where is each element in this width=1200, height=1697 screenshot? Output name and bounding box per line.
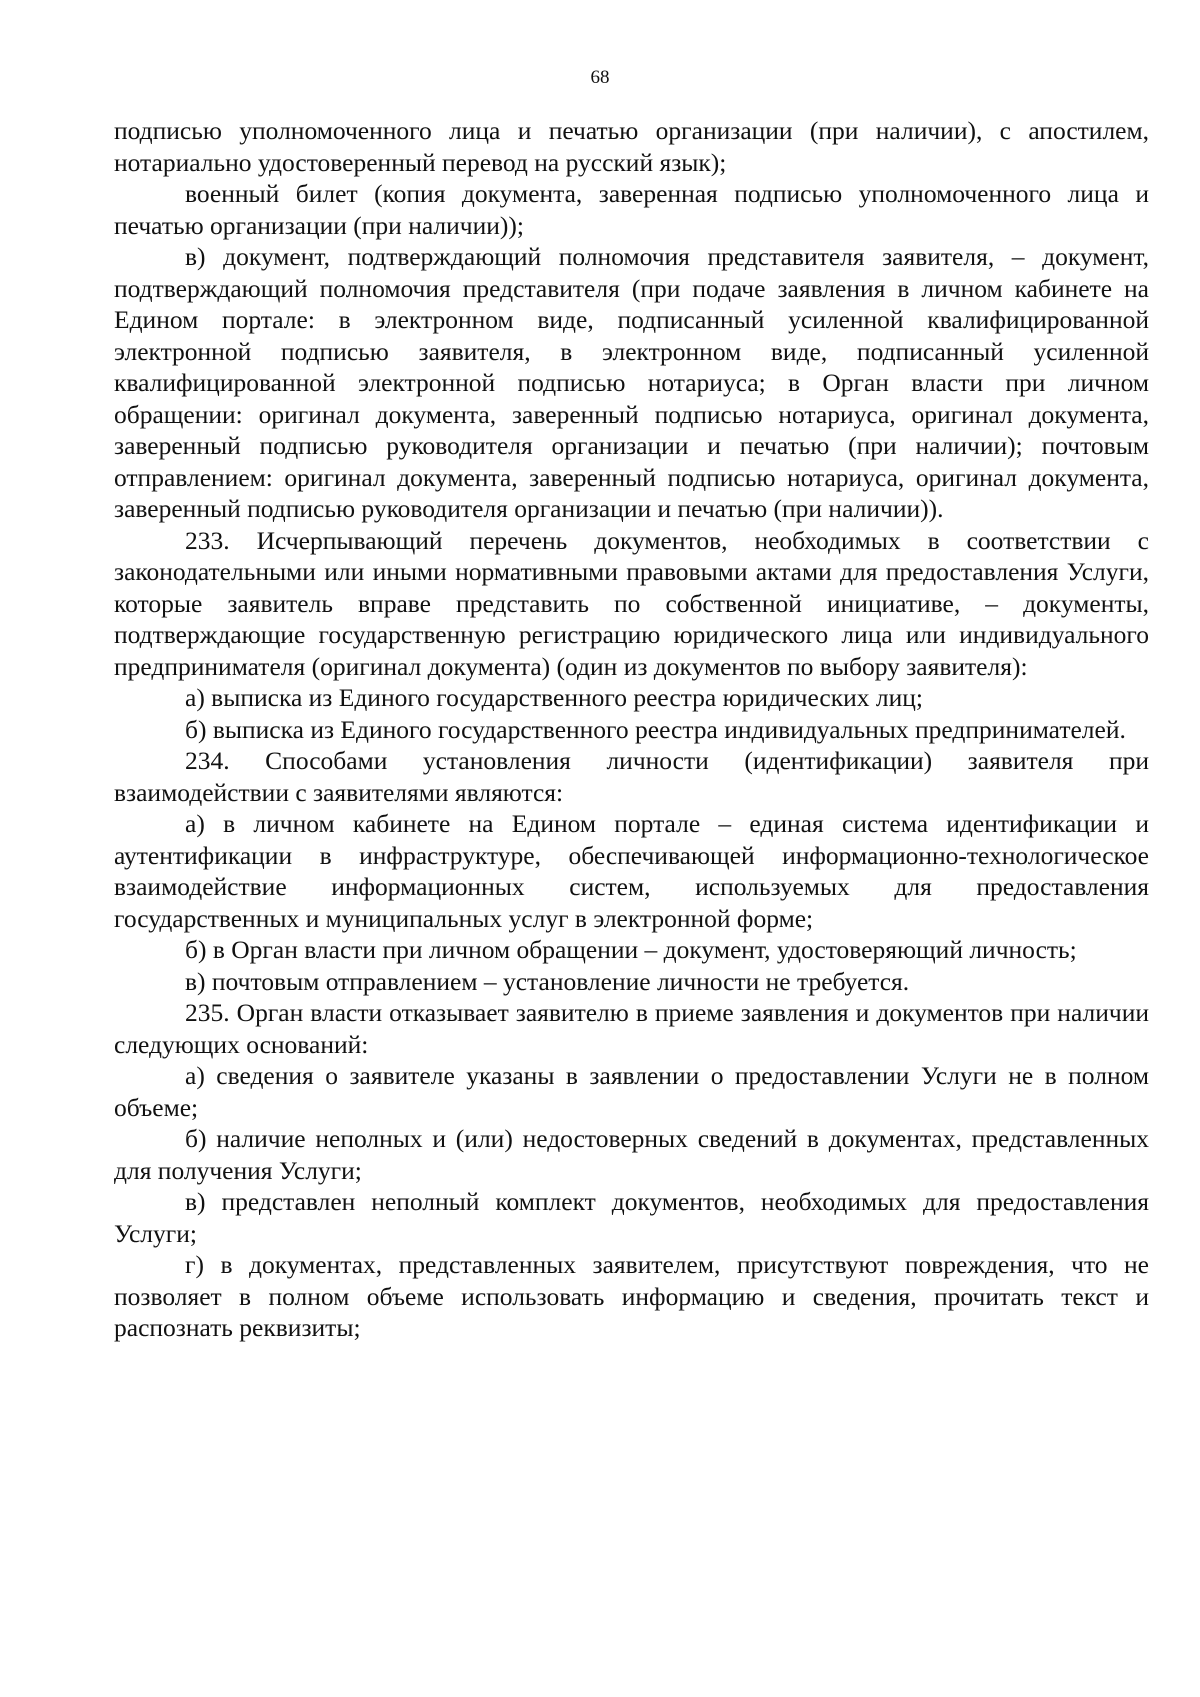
paragraph: 235. Орган власти отказывает заявителю в приеме заявления и документов при наличии следующих оснований: <box>114 998 1149 1059</box>
paragraph: б) выписка из Единого государственного реестра индивидуальных предпринимателей. <box>185 714 1126 744</box>
paragraph: б) в Орган власти при личном обращении – документ, удостоверяющий личность; <box>185 935 1077 964</box>
paragraph: подписью уполномоченного лица и печатью организации (при наличии), с апостилем, нотариально удостоверенный перевод на русский язык); <box>114 116 1149 177</box>
paragraph: в) почтовым отправлением – установление личности не требуется. <box>185 966 910 996</box>
paragraph: а) в личном кабинете на Едином портале – единая система идентификации и аутентификации в инфраструктуре, обеспечивающей информационно-технологическое взаимодействие информационных систем, используемых для предоставления государственных и муниципальных услуг в электронной форме; <box>114 809 1149 933</box>
paragraph: 233. Исчерпывающий перечень документов, необходимых в соответствии с законодательными или иными нормативными правовыми актами для предоставления Услуги, которые заявитель вправе представить по собственной инициативе, – документы, подтверждающие государственную регистрацию юридического лица или индивидуального предпринимателя (оригинал документа) (один из документов по выбору заявителя): <box>114 525 1149 681</box>
paragraph: а) сведения о заявителе указаны в заявлении о предоставлении Услуги не в полном объеме; <box>114 1061 1149 1122</box>
paragraph: в) представлен неполный комплект документов, необходимых для предоставления Услуги; <box>114 1187 1149 1248</box>
document-body <box>114 115 1149 1344</box>
paragraph: военный билет (копия документа, заверенная подписью уполномоченного лица и печатью организации (при наличии)); <box>114 179 1149 240</box>
paragraph: в) документ, подтверждающий полномочия представителя заявителя, – документ, подтверждающий полномочия представителя (при подаче заявления в личном кабинете на Едином портале: в электронном виде, подписанный усиленной квалифицированной электронной подписью заявителя, в электронном виде, подписанный усиленной квалифицированной электронной подписью нотариуса; в Орган власти при личном обращении: оригинал документа, заверенный подписью нотариуса, оригинал документа, заверенный подписью руководителя организации и печатью (при наличии); почтовым отправлением: оригинал документа, заверенный подписью нотариуса, оригинал документа, заверенный подписью руководителя организации и печатью (при наличии)). <box>114 242 1149 523</box>
paragraph: 234. Способами установления личности (идентификации) заявителя при взаимодействии с заявителями являются: <box>114 746 1149 807</box>
paragraph: б) наличие неполных и (или) недостоверных сведений в документах, представленных для получения Услуги; <box>114 1124 1149 1185</box>
paragraph: г) в документах, представленных заявителем, присутствуют повреждения, что не позволяет в полном объеме использовать информацию и сведения, прочитать текст и распознать реквизиты; <box>114 1250 1149 1342</box>
page-number: 68 <box>590 67 610 88</box>
paragraph: а) выписка из Единого государственного реестра юридических лиц; <box>185 683 924 712</box>
